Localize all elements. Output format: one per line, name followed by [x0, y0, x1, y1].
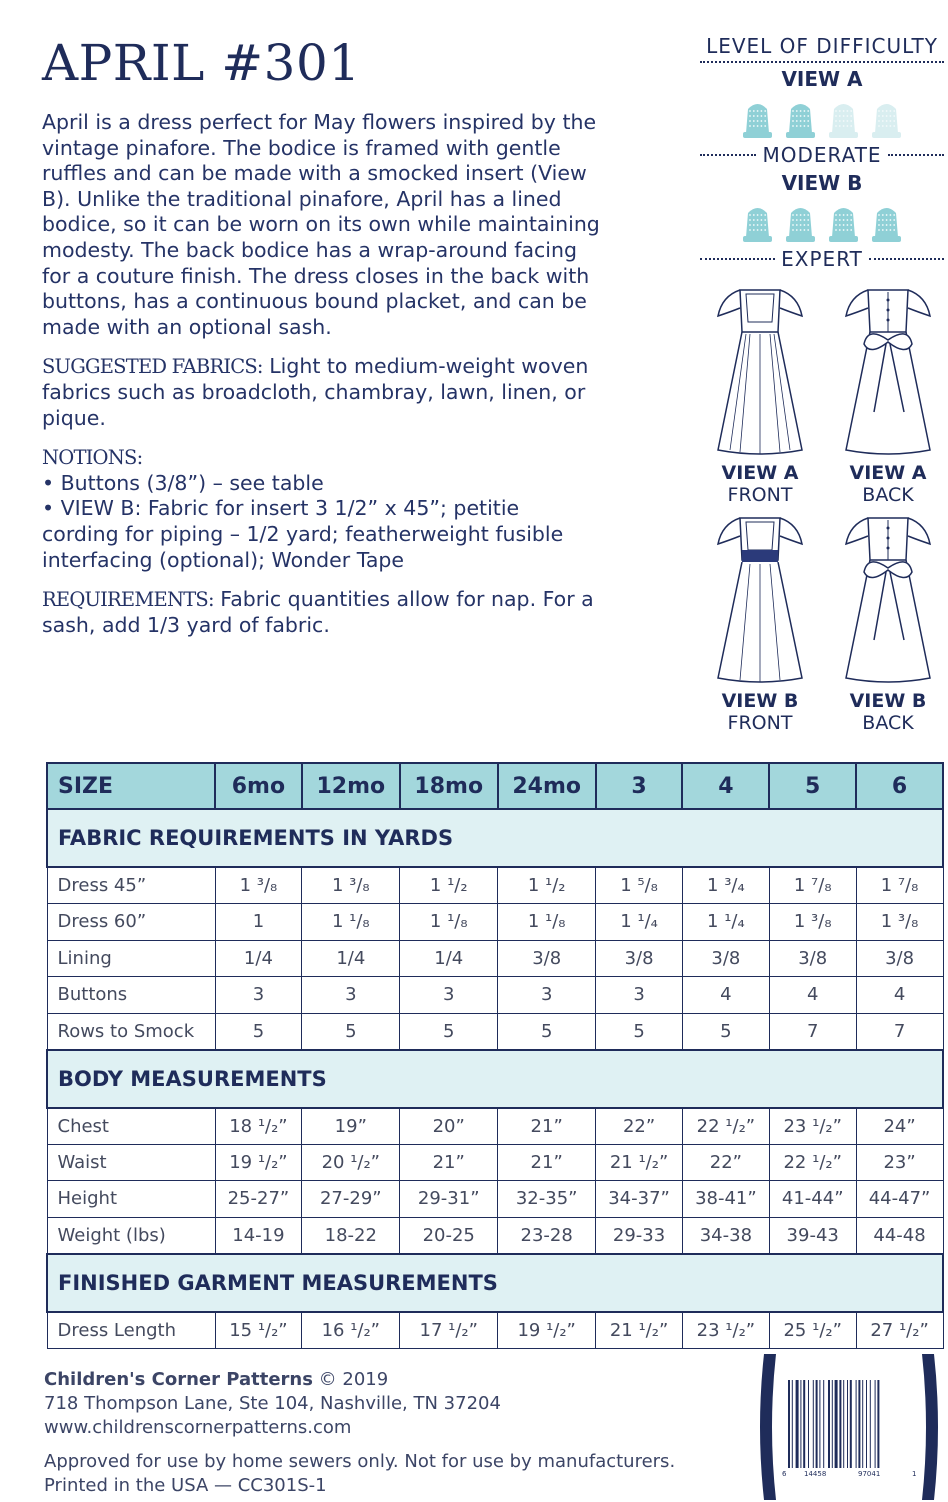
table-section-row: [47, 1050, 943, 1108]
table-row-label: Waist: [47, 1144, 215, 1181]
barcode-bar: [788, 1380, 790, 1468]
table-cell: 19”: [302, 1108, 400, 1145]
table-cell: 3: [302, 977, 400, 1014]
suggested-fabrics: [42, 354, 602, 431]
thimble-icon: [740, 99, 775, 139]
description: April is a dress perfect for May flowers inspired by the vintage pinafore. The bodice is framed with gentle ruffles and can be made with a smocked insert (View B). Unlike the traditional pinafore, April has a lined bodice, so it can be worn on its own while maintaining modesty. The back bodice has a wrap-around facing for a couture finish. The dress closes in the back with buttons, has a continuous bound placket, and can be made with an optional sash.: [42, 110, 600, 339]
table-cell: 3/8: [856, 940, 943, 977]
table-row: [47, 1144, 943, 1181]
table-cell: 23 ¹/₂”: [769, 1108, 856, 1145]
barcode-bar: [823, 1380, 824, 1468]
table-cell: 20 ¹/₂”: [302, 1144, 400, 1181]
table-cell: 21 ¹/₂”: [596, 1312, 683, 1349]
difficulty-level-a: [700, 143, 944, 167]
table-cell: 5: [498, 1013, 596, 1050]
table-cell: 1 ³/₈: [215, 867, 302, 904]
barcode-bar: [835, 1380, 838, 1468]
thimble-icon: [783, 203, 818, 243]
table-cell: 39-43: [769, 1217, 856, 1254]
view-a-front-name: VIEW A: [721, 462, 799, 484]
address: 718 Thompson Lane, Ste 104, Nashville, TN 37204: [44, 1393, 501, 1414]
table-cell: 1 ³/₈: [856, 904, 943, 941]
table-section-row: [47, 1254, 943, 1312]
table-cell: 1/4: [215, 940, 302, 977]
dress-back-icon: [838, 510, 938, 690]
approval-note: Approved for use by home sewers only. Not for use by manufacturers.: [44, 1451, 676, 1472]
view-b-back: [828, 510, 948, 734]
table-section-title: FABRIC REQUIREMENTS IN YARDS: [47, 809, 943, 867]
table-section-row: [47, 809, 943, 867]
table-row: [47, 1108, 943, 1145]
table-row: [47, 1312, 943, 1349]
page-title: APRIL #301: [42, 34, 361, 92]
table-cell: 1 ³/₄: [682, 867, 769, 904]
barcode-bar: [792, 1380, 793, 1468]
table-cell: 3: [498, 977, 596, 1014]
requirements-text: Fabric quantities allow for nap. For a sash, add 1/3 yard of fabric.: [42, 587, 594, 637]
barcode-bar: [796, 1380, 799, 1468]
table-cell: 24”: [856, 1108, 943, 1145]
table-row: [47, 1217, 943, 1254]
table-cell: 29-33: [596, 1217, 683, 1254]
website-link[interactable]: www.childrenscornerpatterns.com: [44, 1417, 352, 1438]
table-row-label: Dress 60”: [47, 904, 215, 941]
table-cell: 21”: [400, 1144, 498, 1181]
table-cell: 17 ¹/₂”: [400, 1312, 498, 1349]
barcode-bar: [862, 1380, 863, 1468]
notions-label: NOTIONS:: [42, 446, 143, 470]
table-cell: 20-25: [400, 1217, 498, 1254]
table-cell: 4: [856, 977, 943, 1014]
table-cell: 1 ¹/₈: [498, 904, 596, 941]
table-cell: 19 ¹/₂”: [215, 1144, 302, 1181]
table-cell: 22 ¹/₂”: [682, 1108, 769, 1145]
suggested-fabrics-text: Light to medium-weight woven fabrics such as broadcloth, chambray, lawn, linen, or pique.: [42, 354, 589, 430]
view-a-back-name: VIEW A: [849, 462, 927, 484]
table-row-label: Rows to Smock: [47, 1013, 215, 1050]
table-cell: 7: [856, 1013, 943, 1050]
table-cell: 1 ⁵/₈: [596, 867, 683, 904]
size-header-cell: 6: [856, 763, 943, 809]
difficulty-title: LEVEL OF DIFFICULTY: [700, 34, 944, 63]
view-a-front: [700, 282, 820, 506]
table-row: [47, 1181, 943, 1218]
difficulty-level-a-text: MODERATE: [762, 143, 882, 167]
barcode-bar: [828, 1380, 830, 1468]
table-cell: 34-37”: [596, 1181, 683, 1218]
difficulty-panel: [700, 34, 944, 271]
left-column: [42, 30, 602, 638]
thimble-rating-view-b: [700, 203, 944, 243]
table-cell: 32-35”: [498, 1181, 596, 1218]
table-cell: 18 ¹/₂”: [215, 1108, 302, 1145]
barcode-digit-mid2: 97041: [858, 1470, 881, 1478]
copyright: © 2019: [312, 1369, 389, 1390]
notions-item: • VIEW B: Fabric for insert 3 1/2” x 45”; petitie cording for piping – 1/2 yard; featherweight fusible interfacing (optional); Wonder Tape: [42, 496, 564, 572]
notions-item: • Buttons (3/8”) – see table: [42, 470, 324, 495]
size-header-cell: 12mo: [302, 763, 400, 809]
table-cell: 21 ¹/₂”: [596, 1144, 683, 1181]
table-cell: 7: [769, 1013, 856, 1050]
barcode-digit-mid1: 14458: [804, 1470, 827, 1478]
table-cell: 15 ¹/₂”: [215, 1312, 302, 1349]
table-cell: 3/8: [769, 940, 856, 977]
barcode-bar: [870, 1380, 871, 1468]
barcode-bar: [839, 1380, 841, 1468]
table-cell: 21”: [498, 1144, 596, 1181]
dress-front-icon: [710, 282, 810, 462]
table-cell: 1 ¹/₄: [596, 904, 683, 941]
table-cell: 1 ¹/₂: [400, 867, 498, 904]
table-row-label: Dress 45”: [47, 867, 215, 904]
table-cell: 5: [682, 1013, 769, 1050]
view-b-back-side: BACK: [862, 712, 914, 734]
size-header-row: [47, 763, 943, 809]
thimble-rating-view-a: [700, 99, 944, 139]
thimble-icon: [826, 203, 861, 243]
table-cell: 21”: [498, 1108, 596, 1145]
table-section-title: FINISHED GARMENT MEASUREMENTS: [47, 1254, 943, 1312]
view-illustrations: [700, 282, 948, 734]
table-cell: 38-41”: [682, 1181, 769, 1218]
table-cell: 5: [302, 1013, 400, 1050]
table-cell: 4: [682, 977, 769, 1014]
table-cell: 1 ¹/₈: [400, 904, 498, 941]
barcode-bar: [850, 1380, 852, 1468]
table-cell: 1 ¹/₄: [682, 904, 769, 941]
thimble-icon: [783, 99, 818, 139]
table-cell: 22”: [682, 1144, 769, 1181]
thimble-icon: [869, 99, 904, 139]
barcode-bar: [819, 1380, 820, 1468]
barcode-bar: [856, 1380, 857, 1468]
barcode-spool: [754, 1354, 944, 1500]
table-cell: 1 ⁷/₈: [769, 867, 856, 904]
table-cell: 1/4: [400, 940, 498, 977]
notions: [42, 445, 602, 573]
table-row: [47, 977, 943, 1014]
barcode-bar: [877, 1380, 879, 1468]
table-cell: 1 ¹/₂: [498, 867, 596, 904]
table-cell: 1 ³/₈: [302, 867, 400, 904]
barcode-bar: [813, 1380, 814, 1468]
size-header-cell: 4: [682, 763, 769, 809]
table-cell: 23”: [856, 1144, 943, 1181]
barcode-bar: [847, 1380, 848, 1468]
table-cell: 23 ¹/₂”: [682, 1312, 769, 1349]
difficulty-view-a: VIEW A: [781, 67, 863, 91]
table-cell: 5: [596, 1013, 683, 1050]
footer: [44, 1368, 724, 1498]
difficulty-view-b: VIEW B: [781, 171, 863, 195]
size-chart-table: [46, 762, 944, 1349]
size-header-cell: 5: [769, 763, 856, 809]
table-cell: 1 ¹/₈: [302, 904, 400, 941]
table-cell: 18-22: [302, 1217, 400, 1254]
barcode-bar: [832, 1380, 833, 1468]
suggested-fabrics-label: SUGGESTED FABRICS:: [42, 355, 263, 379]
table-cell: 3/8: [682, 940, 769, 977]
table-cell: 16 ¹/₂”: [302, 1312, 400, 1349]
view-a-front-side: FRONT: [727, 484, 793, 506]
table-cell: 41-44”: [769, 1181, 856, 1218]
size-header-cell: 18mo: [400, 763, 498, 809]
table-cell: 23-28: [498, 1217, 596, 1254]
difficulty-level-b: [700, 247, 944, 271]
view-b-back-name: VIEW B: [849, 690, 927, 712]
table-cell: 27-29”: [302, 1181, 400, 1218]
table-cell: 5: [400, 1013, 498, 1050]
printed-note: Printed in the USA — CC301S-1: [44, 1475, 327, 1496]
view-b-front: [700, 510, 820, 734]
view-b-front-side: FRONT: [727, 712, 793, 734]
table-cell: 1: [215, 904, 302, 941]
dress-smocked-front-icon: [710, 510, 810, 690]
barcode-digit-right: 1: [912, 1470, 917, 1478]
barcode-bar: [843, 1380, 844, 1468]
table-cell: 3: [215, 977, 302, 1014]
barcode-icon: [754, 1354, 944, 1500]
size-header-cell: 3: [596, 763, 683, 809]
thimble-icon: [869, 203, 904, 243]
table-cell: 3/8: [498, 940, 596, 977]
table-cell: 22 ¹/₂”: [769, 1144, 856, 1181]
barcode-bar: [866, 1380, 867, 1468]
size-header-cell: 6mo: [215, 763, 302, 809]
table-cell: 44-47”: [856, 1181, 943, 1218]
requirements: [42, 587, 602, 638]
table-cell: 20”: [400, 1108, 498, 1145]
table-row: [47, 940, 943, 977]
table-cell: 3: [596, 977, 683, 1014]
table-row: [47, 904, 943, 941]
table-cell: 27 ¹/₂”: [856, 1312, 943, 1349]
table-row: [47, 867, 943, 904]
table-cell: 3: [400, 977, 498, 1014]
barcode-bar: [800, 1380, 801, 1468]
table-row-label: Weight (lbs): [47, 1217, 215, 1254]
table-cell: 22”: [596, 1108, 683, 1145]
size-header-cell: 24mo: [498, 763, 596, 809]
table-row-label: Height: [47, 1181, 215, 1218]
table-cell: 3/8: [596, 940, 683, 977]
barcode-digit-left: 6: [782, 1470, 787, 1478]
barcode-bar: [875, 1380, 876, 1468]
company-name: Children's Corner Patterns: [44, 1369, 313, 1390]
table-row: [47, 1013, 943, 1050]
thimble-icon: [740, 203, 775, 243]
table-cell: 14-19: [215, 1217, 302, 1254]
barcode-bar: [808, 1380, 809, 1468]
table-row-label: Dress Length: [47, 1312, 215, 1349]
table-cell: 29-31”: [400, 1181, 498, 1218]
table-cell: 25 ¹/₂”: [769, 1312, 856, 1349]
view-a-back: [828, 282, 948, 506]
difficulty-level-b-text: EXPERT: [781, 247, 863, 271]
view-a-back-side: BACK: [862, 484, 914, 506]
table-row-label: Buttons: [47, 977, 215, 1014]
table-cell: 1 ³/₈: [769, 904, 856, 941]
table-cell: 5: [215, 1013, 302, 1050]
table-cell: 34-38: [682, 1217, 769, 1254]
table-cell: 1 ⁷/₈: [856, 867, 943, 904]
table-row-label: Lining: [47, 940, 215, 977]
barcode-bar: [858, 1380, 860, 1468]
requirements-label: REQUIREMENTS:: [42, 588, 214, 612]
dress-back-icon: [838, 282, 938, 462]
table-cell: 25-27”: [215, 1181, 302, 1218]
size-header-label: SIZE: [47, 763, 215, 809]
table-cell: 1/4: [302, 940, 400, 977]
table-section-title: BODY MEASUREMENTS: [47, 1050, 943, 1108]
view-b-front-name: VIEW B: [721, 690, 799, 712]
barcode-bar: [803, 1380, 805, 1468]
table-cell: 44-48: [856, 1217, 943, 1254]
barcode-bar: [816, 1380, 818, 1468]
table-cell: 4: [769, 977, 856, 1014]
table-cell: 19 ¹/₂”: [498, 1312, 596, 1349]
thimble-icon: [826, 99, 861, 139]
table-row-label: Chest: [47, 1108, 215, 1145]
